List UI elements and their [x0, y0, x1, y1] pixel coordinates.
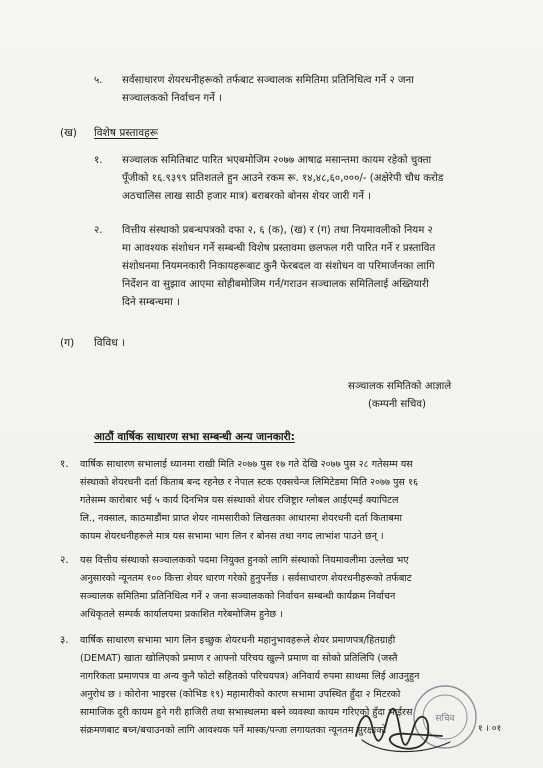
info-2-line: अनुसारको न्यूनतम १०० कित्ता शेयर धारण गरेको हुनुपर्नेछ । सर्वसाधारण शेयरधनीहरूको तर्फबाट — [80, 573, 412, 584]
section-ga-title: विविध । — [94, 337, 126, 349]
item-5-number: ५. — [94, 75, 103, 86]
special-2-line: संशोधनमा नियमनकारी निकायहरूबाट कुनै फेरबदल वा संशोधन वा परिमार्जनका लागि — [122, 261, 435, 272]
info-1-line: लि., नक्साल, काठमाडौंमा प्राप्त शेयर नामसारीको लिखतका आधारमा शेयरधनी दर्ता किताबमा — [80, 513, 403, 524]
special-1-line: अठचालिस लाख साठी हजार मात्र) बराबरको बोनस शेयर जारी गर्ने । — [122, 191, 372, 202]
info-3-line: अनुरोध छ । कोरोना भाइरस (कोभिड १९) महामारीको कारण सभामा उपस्थित हुँदा २ मिटरको — [80, 689, 401, 700]
signature — [350, 696, 460, 760]
info-2-line: अधिकृतले सम्पर्क कार्यालयमा प्रकाशित गरेबमोजिम हुनेछ । — [80, 609, 283, 620]
special-1-text — [122, 152, 443, 206]
info-1-line: वार्षिक साधारण सभालाई ध्यानमा राखी मिति २०७७ पुस १७ गते देखि २०७७ पुस २८ गतेसम्म यस — [80, 459, 413, 470]
special-2-line: वित्तीय संस्थाको प्रबन्धपत्रको दफा २, ६ (क), (ख) र (ग) तथा नियमावलीको नियम २ — [122, 225, 433, 236]
item-5-text — [122, 72, 414, 108]
info-2-number: २. — [60, 555, 69, 566]
special-2-line: निर्देशन वा सुझाव आएमा सोहीबमोजिम गर्न/गराउन सञ्चालक समितिलाई अख्तियारी — [122, 279, 429, 290]
info-1-number: १. — [60, 459, 69, 470]
signoff-line-2: (कम्पनी सचिव) — [368, 399, 426, 410]
special-2-line: दिने सम्बन्धमा । — [122, 297, 180, 308]
info-1-line: गतेसम्म कारोबार भई ५ कार्य दिनभित्र यस संस्थाको शेयर रजिष्ट्रार ग्लोबल आईएमई क्यापिटल — [80, 495, 399, 506]
stamp-text: सचिव — [435, 714, 455, 724]
special-1-number: १. — [94, 155, 103, 166]
special-1-line: पूँजीको १६.९३९९ प्रतिशतले हुन आउने रकम रू. १४,४८,६०,०००/- (अक्षेरेपी चौध करोड — [122, 173, 444, 184]
info-3-line: सामाजिक दूरी कायम हुने गरी हाजिरी तथा सभास्थलमा बस्ने व्यवस्था कायम गरिएको हुँदा भाईरस — [80, 707, 413, 718]
section-kha-title: विशेष प्रस्तावहरू — [94, 127, 159, 139]
info-1-line: कायम शेयरधनीहरूले मात्र यस सभामा भाग लिन र बोनस तथा नगद लाभांश पाउने छन् । — [80, 531, 384, 542]
info-3-line: संक्रमणबाट बच्न/बचाउनको लागि आवश्यक पर्ने मास्क/पन्जा लगायतका न्यूनतम सुरक्षाको — [80, 725, 387, 736]
other-info-heading: आठौं वार्षिक साधारण सभा सम्बन्धी अन्य जानकारी: — [94, 431, 295, 443]
section-ga-label: (ग) — [60, 337, 75, 349]
info-3-line: नागरिकता प्रमाणपत्र वा अन्य कुनै फोटो सहितको परिचयपत्र) अनिवार्य रुपमा साथमा लिई आउनुहुन — [80, 671, 420, 682]
info-2-line: सञ्चालक समितिमा प्रतिनिधित्व गर्ने २ जना सञ्चालकको निर्वाचन सम्बन्धी कार्यक्रम निर्वाचन — [80, 591, 396, 602]
info-2-text — [80, 552, 412, 624]
signoff-line-1: सञ्चालक समितिको आज्ञाले — [348, 381, 452, 392]
info-1-text — [80, 456, 418, 546]
info-3-line: (DEMAT) खाता खोलिएको प्रमाण र आफ्नो परिचय खुल्ने प्रमाण वा सोको प्रतिलिपि (जस्तै — [80, 653, 398, 664]
special-1-line: सञ्चालक समितिबाट पारित भएबमोजिम २०७७ आषाढ मसान्तमा कायम रहेको चुक्ता — [122, 155, 432, 166]
info-1-line: संस्थाको शेयरधनी दर्ता किताब बन्द रहनेछ र नेपाल स्टक एक्सचेन्ज लिमिटेडमा मिति २०७७ पुस १६ — [80, 477, 418, 488]
item-5-line: सर्वसाधारण शेयरधनीहरूको तर्फबाट सञ्चालक समितिमा प्रतिनिधित्व गर्ने २ जना — [122, 75, 414, 86]
info-2-line: यस वित्तीय संस्थाको सञ्चालकको पदमा नियुक्त हुनको लागि संस्थाको नियमावलीमा उल्लेख भए — [80, 555, 409, 566]
item-5-line: सञ्चालकको निर्वाचन गर्ने । — [122, 93, 222, 104]
special-2-text — [122, 222, 435, 312]
section-kha-label: (ख) — [60, 127, 77, 139]
signature-date: १ । ०१ — [478, 724, 502, 734]
info-3-line: वार्षिक साधारण सभामा भाग लिन इच्छुक शेयरधनी महानुभावहरूले शेयर प्रमाणपत्र/हितग्राही — [80, 635, 396, 646]
special-2-line: मा आवश्यक संशोधन गर्ने सम्बन्धी विशेष प्रस्तावमा छलफल गरी पारित गर्ने र प्रस्तावित — [122, 243, 436, 254]
info-3-number: ३. — [60, 635, 69, 646]
special-2-number: २. — [94, 225, 103, 236]
